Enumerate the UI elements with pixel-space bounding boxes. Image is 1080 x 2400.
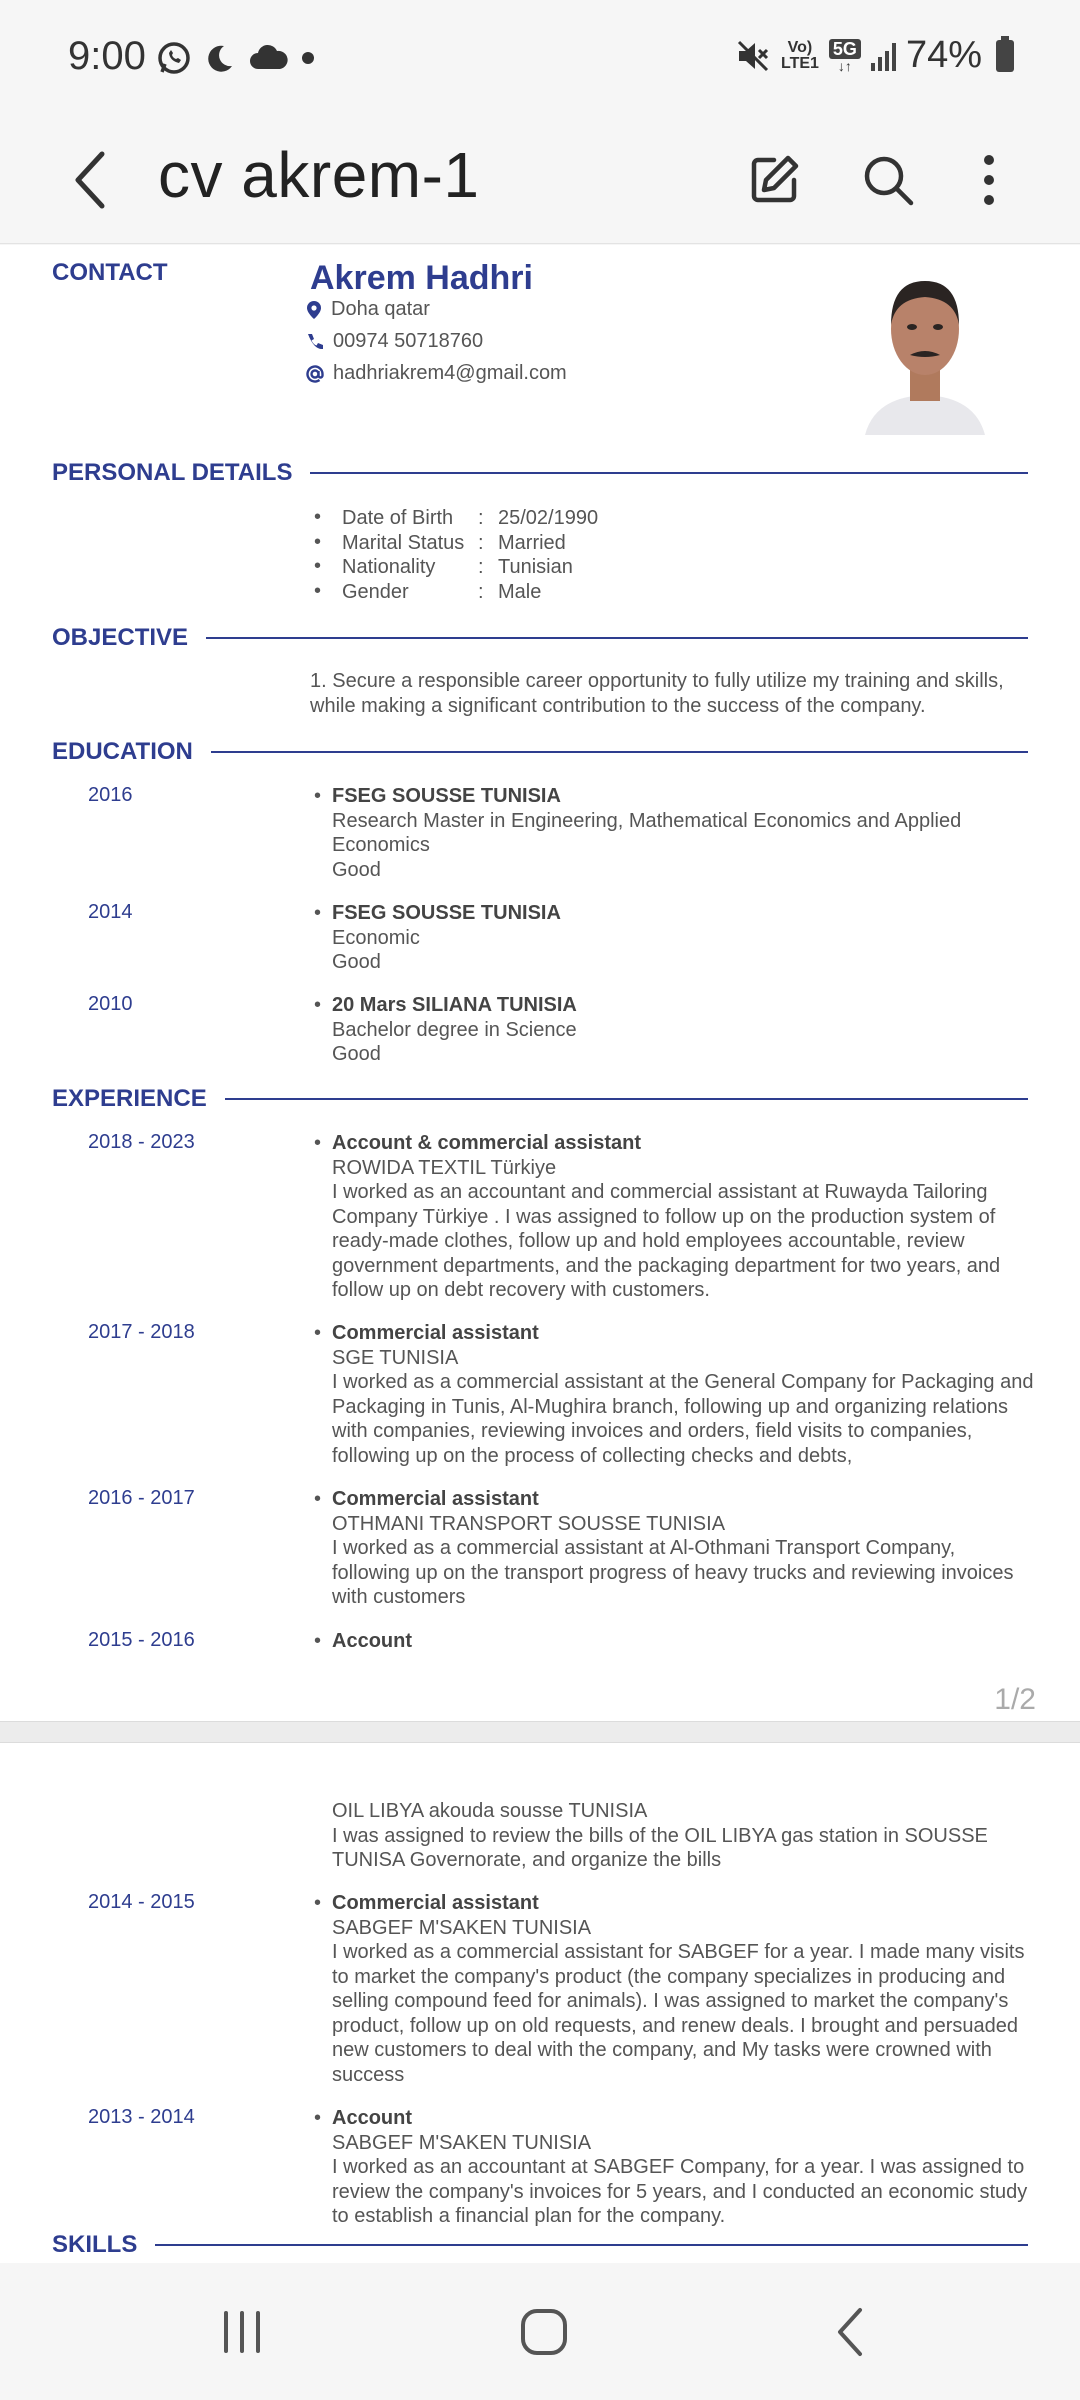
home-button[interactable] xyxy=(494,2294,594,2370)
education-year: 2014 xyxy=(88,901,133,923)
contact-location: Doha qatar xyxy=(305,298,430,321)
back-arrow-icon xyxy=(70,150,110,210)
battery-percent: 74% xyxy=(905,34,982,76)
recent-apps-button[interactable] xyxy=(192,2294,292,2370)
list-item: • Marital Status : Married xyxy=(314,532,598,557)
experience-years: 2018 - 2023 xyxy=(88,1131,195,1153)
objective-heading: OBJECTIVE xyxy=(52,624,1028,652)
document-page-1[interactable] xyxy=(0,245,1080,1721)
experience-years: 2014 - 2015 xyxy=(88,1891,195,1913)
back-button[interactable] xyxy=(60,140,120,220)
phone-icon xyxy=(305,332,325,352)
back-icon xyxy=(830,2306,870,2358)
recent-apps-icon xyxy=(217,2307,267,2357)
status-time: 9:00 xyxy=(68,34,146,78)
home-icon xyxy=(518,2306,570,2358)
notification-icons xyxy=(156,40,316,76)
personal-details-heading: PERSONAL DETAILS xyxy=(52,459,1028,487)
experience-entry: • Account SABGEF M'SAKEN TUNISIA I worked as an accountant at SABGEF Company, for a year. I was assigned to review the company's invoices for 5 years, and I conducted an economic study to establish a financial plan for the company. xyxy=(314,2106,1034,2229)
cloud-icon xyxy=(248,43,288,73)
more-vert-icon xyxy=(979,152,999,208)
signal-icon xyxy=(871,41,896,71)
more-options-button[interactable] xyxy=(949,140,1029,220)
education-entry: • FSEG SOUSSE TUNISIA Research Master in Engineering, Mathematical Economics and Applied Economics Good xyxy=(314,784,1034,882)
dot-icon xyxy=(300,50,316,66)
list-item: • Nationality : Tunisian xyxy=(314,556,598,581)
whatsapp-icon xyxy=(156,40,192,76)
experience-entry: • Commercial assistant SGE TUNISIA I worked as a commercial assistant at the General Company for Packaging and Packaging in Tunis, Al-Mughira branch, following up and organizing relations with companies, reviewing invoices and orders, field visits to companies, following up on the process of collecting checks and debts, xyxy=(314,1321,1034,1468)
education-year: 2016 xyxy=(88,784,133,806)
experience-years: 2015 - 2016 xyxy=(88,1629,195,1651)
education-entry: • 20 Mars SILIANA TUNISIA Bachelor degree in Science Good xyxy=(314,993,1034,1067)
experience-heading: EXPERIENCE xyxy=(52,1085,1028,1113)
experience-entry: • Commercial assistant SABGEF M'SAKEN TUNISIA I worked as a commercial assistant for SABGEF for a year. I made many visits to market the company's product (the company specializes in producing and selling compound feed for animals). I was assigned to market the company's product, follow up on old requests, and renew deals. I brought and persuaded new customers to deal with the company, and My tasks were crowned with success xyxy=(314,1891,1034,2087)
battery-icon xyxy=(996,40,1014,72)
nav-back-button[interactable] xyxy=(800,2294,900,2370)
experience-entry: • Commercial assistant OTHMANI TRANSPORT SOUSSE TUNISIA I worked as a commercial assistant at Al-Othmani Transport Company, following up on the transport progress of heavy trucks and reviewing invoices with customers xyxy=(314,1487,1034,1610)
at-sign-icon xyxy=(305,364,325,384)
education-entry: • FSEG SOUSSE TUNISIA Economic Good xyxy=(314,901,1034,975)
list-item: • Date of Birth : 25/02/1990 xyxy=(314,507,598,532)
experience-entry: • Account & commercial assistant ROWIDA TEXTIL Türkiye I worked as an accountant and commercial assistant at Ruwayda Tailoring Company Türkiye . I was assigned to follow up on the production system of ready-made clothes, follow up and hold employees accountable, review government departments, and the packaging department for two years, and follow up on debt recovery with customers. xyxy=(314,1131,1034,1303)
location-pin-icon xyxy=(305,300,323,320)
experience-years: 2013 - 2014 xyxy=(88,2106,195,2128)
status-bar xyxy=(0,0,1080,120)
experience-years: 2017 - 2018 xyxy=(88,1321,195,1343)
network-label: Vo) LTE1 xyxy=(780,38,819,72)
cv-name: Akrem Hadhri xyxy=(310,259,533,297)
education-heading: EDUCATION xyxy=(52,738,1028,766)
list-item: • Gender : Male xyxy=(314,581,598,606)
mute-icon xyxy=(735,38,771,74)
personal-details-list xyxy=(314,507,598,605)
page-separator xyxy=(0,1721,1080,1743)
skills-heading: SKILLS xyxy=(52,2231,1028,2259)
experience-entry-continued: OIL LIBYA akouda sousse TUNISIA I was assigned to review the bills of the OIL LIBYA gas station in SOUSSE TUNISA Governorate, and organize the bills xyxy=(332,1800,988,1871)
edit-button[interactable] xyxy=(734,140,814,220)
contact-heading: CONTACT xyxy=(52,259,168,286)
app-bar xyxy=(0,120,1080,244)
search-button[interactable] xyxy=(848,140,928,220)
education-year: 2010 xyxy=(88,993,133,1015)
navigation-bar xyxy=(0,2264,1080,2400)
document-title: cv akrem-1 xyxy=(158,139,480,211)
moon-icon xyxy=(204,42,236,74)
document-page-2[interactable] xyxy=(0,1743,1080,2263)
page-indicator: 1/2 xyxy=(994,1683,1036,1716)
experience-years: 2016 - 2017 xyxy=(88,1487,195,1509)
contact-phone: 00974 50718760 xyxy=(305,330,483,353)
experience-entry: • Account xyxy=(314,1629,1034,1654)
objective-text: 1. Secure a responsible career opportunity to fully utilize my training and skills, while making a significant contribution to the success of the company. xyxy=(310,670,1004,717)
edit-icon xyxy=(746,152,802,208)
network-5g-badge: 5G ↓↑ xyxy=(829,39,861,73)
profile-photo xyxy=(855,267,995,435)
status-right xyxy=(735,34,1014,77)
contact-email: hadhriakrem4@gmail.com xyxy=(305,362,567,385)
search-icon xyxy=(860,152,916,208)
